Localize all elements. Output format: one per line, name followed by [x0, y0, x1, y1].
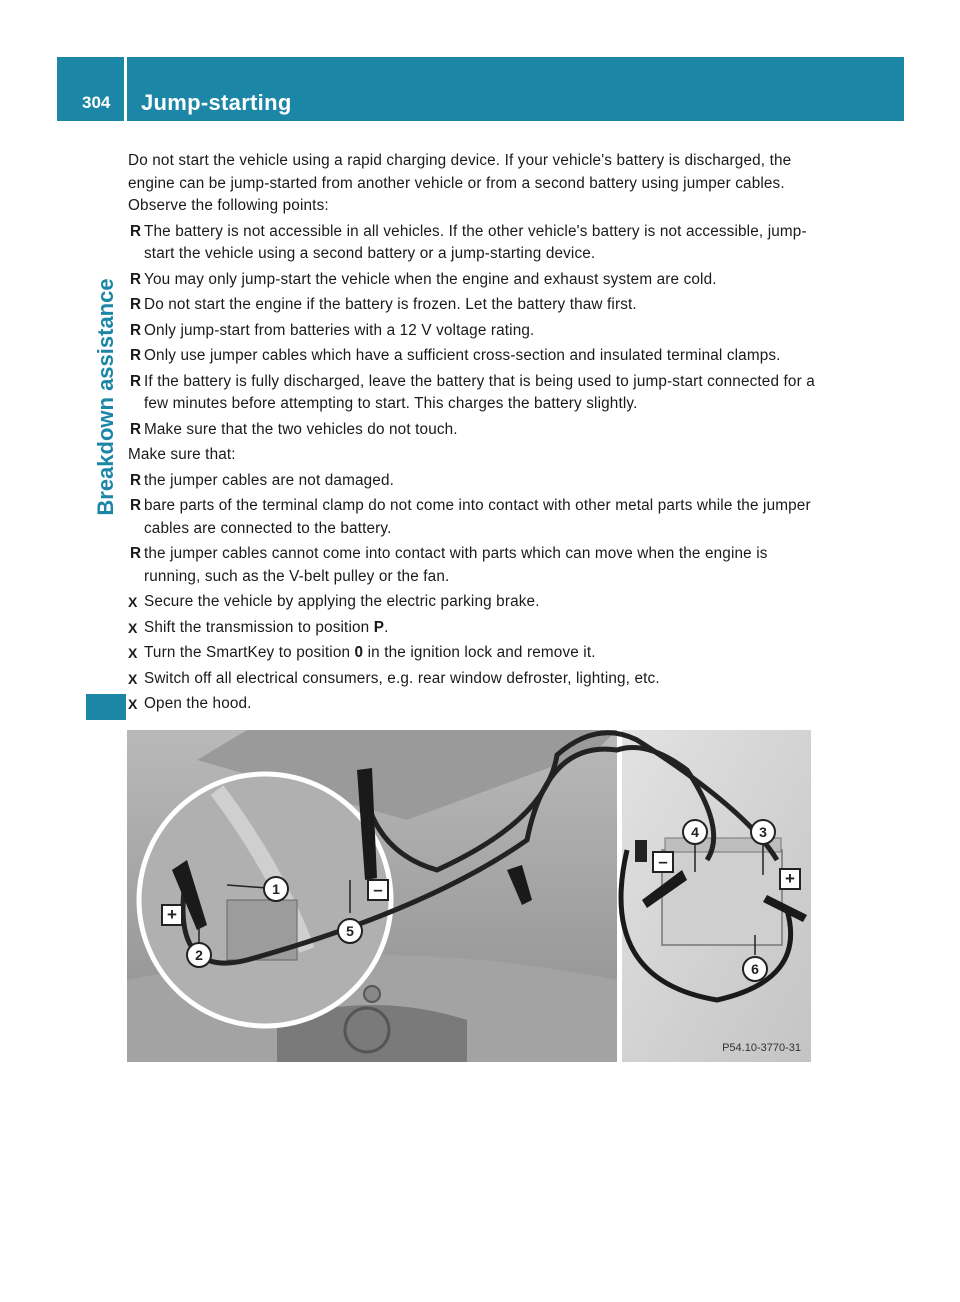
instruction-step [128, 642, 818, 665]
callout-1: 1 [263, 876, 289, 902]
list-item [128, 495, 818, 540]
bullet-mark: R [130, 321, 142, 339]
second-battery [662, 850, 782, 945]
list-item [128, 345, 818, 368]
step-bold: 0 [354, 644, 364, 661]
step-text-after: . [384, 618, 389, 636]
jump-start-figure [127, 730, 811, 1062]
header-divider [124, 57, 127, 121]
side-tab [86, 121, 126, 721]
instruction-step [128, 693, 818, 716]
step-bold: P [373, 618, 385, 636]
callout-6: 6 [742, 956, 768, 982]
callout-2: 2 [186, 942, 212, 968]
list-item [128, 294, 818, 317]
list-item [128, 269, 818, 292]
list-item-text: Only jump-start from batteries with a 12 V voltage rating. [144, 321, 535, 339]
list-item-text: Make sure that the two vehicles do not touch. [144, 420, 458, 438]
bullet-mark: R [130, 372, 142, 390]
side-tab-label: Breakdown assistance [93, 278, 118, 516]
intro-paragraph: Do not start the vehicle using a rapid charging device. If your vehicle's battery is discharged, the engine can be jump-started from another vehicle or from a second battery using jumper cables. Observe the following points: [128, 152, 792, 214]
step-text: Secure the vehicle by applying the electric parking brake. [144, 593, 540, 610]
instruction-step [128, 668, 818, 691]
list-item-text: Only use jumper cables which have a sufficient cross-section and insulated terminal clamps. [144, 347, 781, 364]
bullet-mark: R [130, 270, 142, 288]
hood-emblem [364, 986, 380, 1002]
list-item [128, 543, 818, 588]
list-item-text: The battery is not accessible in all vehicles. If the other vehicle's battery is not accessible, jump-start the vehicle using a second battery or a jump-starting device. [144, 222, 807, 262]
list-item-text: the jumper cables cannot come into contact with parts which can move when the engine is running, such as the V-belt pulley or the fan. [144, 545, 768, 585]
make-sure-heading: Make sure that: [128, 446, 236, 463]
list-item [128, 470, 818, 493]
bullet-mark: R [130, 347, 142, 364]
step-text: Open the hood. [144, 695, 252, 712]
list-item-text: bare parts of the terminal clamp do not come into contact with other metal parts while the jumper cables are connected to the battery. [144, 497, 811, 537]
step-mark: X [128, 670, 138, 687]
page-content [128, 150, 818, 719]
step-mark: X [128, 619, 138, 636]
step-text: Switch off all electrical consumers, e.g. rear window defroster, lighting, etc. [144, 669, 660, 687]
step-text-after: in the ignition lock and remove it. [363, 644, 596, 661]
positive-terminal-label: + [161, 904, 183, 926]
list-item [128, 371, 818, 416]
image-code: P54.10-3770-31 [722, 1042, 801, 1054]
callout-3: 3 [750, 819, 776, 845]
step-text: Shift the transmission to position [144, 618, 374, 636]
step-mark: X [128, 645, 138, 661]
negative-terminal-label: – [652, 851, 674, 873]
bullet-mark: R [130, 471, 142, 489]
list-item-text: You may only jump-start the vehicle when the engine and exhaust system are cold. [144, 270, 717, 288]
bullet-mark: R [130, 296, 142, 313]
cable-connector [635, 840, 647, 862]
page-number: 304 [82, 93, 111, 112]
list-item [128, 221, 818, 266]
side-tab-block [86, 694, 126, 720]
bullet-mark: R [130, 497, 142, 514]
list-item-text: Do not start the engine if the battery is frozen. Let the battery thaw first. [144, 296, 637, 313]
step-mark: X [128, 594, 138, 610]
bullet-mark: R [130, 420, 142, 438]
step-mark: X [128, 696, 138, 712]
page-title: Jump-starting [141, 90, 292, 115]
callout-5: 5 [337, 918, 363, 944]
list-item-text: If the battery is fully discharged, leave the battery that is being used to jump-start connected for a few minutes before attempting to start. This charges the battery slightly. [144, 372, 815, 412]
step-text: Turn the SmartKey to position [144, 644, 355, 661]
list-item [128, 320, 818, 343]
list-item [128, 419, 818, 442]
negative-terminal-label: – [367, 879, 389, 901]
instruction-step [128, 617, 818, 640]
bullet-mark: R [130, 222, 142, 240]
figure-illustration [127, 730, 811, 1062]
positive-terminal-label: + [779, 868, 801, 890]
callout-4: 4 [682, 819, 708, 845]
list-item-text: the jumper cables are not damaged. [144, 471, 394, 489]
bullet-mark: R [130, 545, 142, 562]
instruction-step [128, 591, 818, 614]
